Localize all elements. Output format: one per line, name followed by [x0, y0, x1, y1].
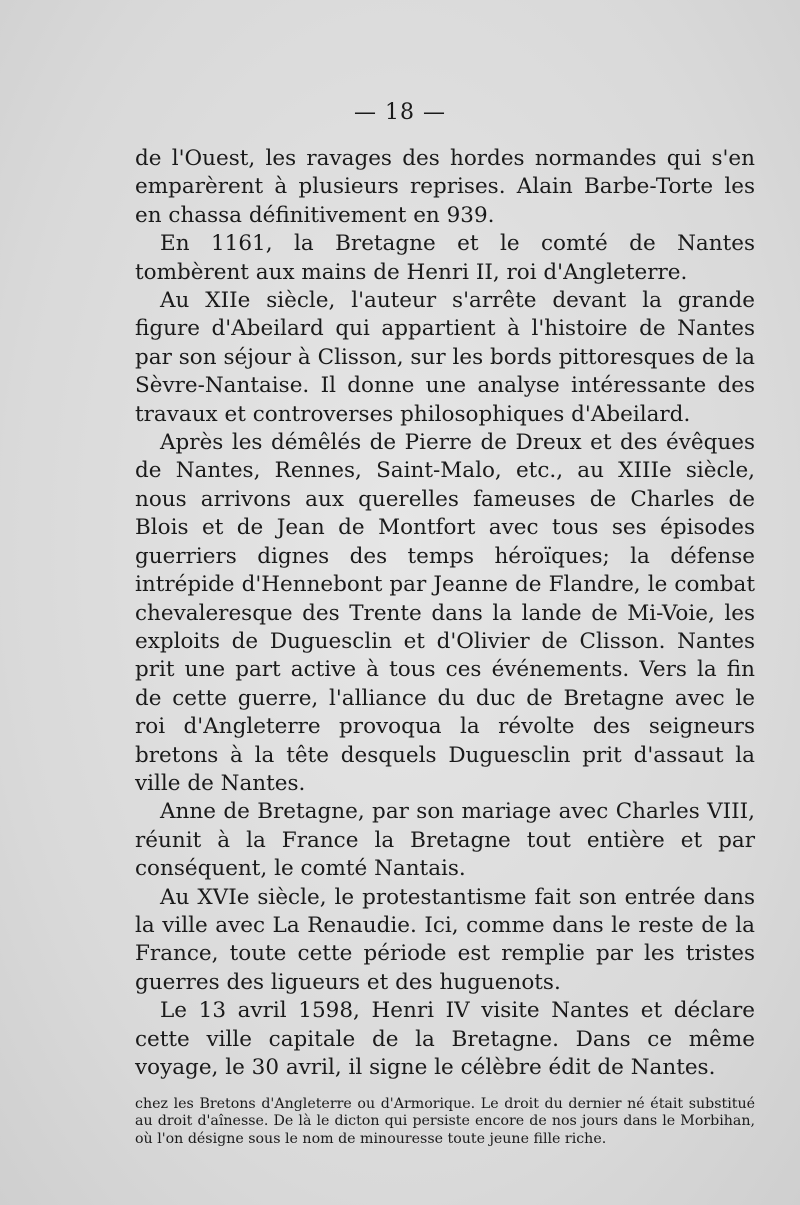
paragraph-2: En 1161, la Bretagne et le comté de Nantes tombèrent aux mains de Henri II, roi d'Angleterre. [135, 231, 755, 285]
paragraph-5: Anne de Bretagne, par son mariage avec Charles VIII, réunit à la France la Bretagne tout entière et par conséquent, le comté Nantais. [135, 799, 755, 882]
footnote [135, 1096, 755, 1148]
body-text [135, 145, 755, 1082]
paragraph-3: Au XIIe siècle, l'auteur s'arrête devant la grande figure d'Abeilard qui appartient à l'histoire de Nantes par son séjour à Clisson, sur les bords pittoresques de la Sèvre-Nantaise. Il donne une analyse intéressante des travaux et controverses philosophiques d'Abeilard. [135, 288, 755, 427]
paragraph-6: Au XVIe siècle, le protestantisme fait son entrée dans la ville avec La Renaudie. Ici, comme dans le reste de la France, toute cette période est remplie par les tristes guerres des ligueurs et des huguenots. [135, 884, 755, 995]
paragraph-4: Après les démêlés de Pierre de Dreux et des évêques de Nantes, Rennes, Saint-Malo, etc., au XIIIe siècle, nous arrivons aux querelles fameuses de Charles de Blois et de Jean de Montfort avec tous ses épisodes guerriers dignes des temps héroïques; la défense intrépide d'Hennebont par Jeanne de Flandre, le combat chevaleresque des Trente dans la lande de Mi-Voie, les exploits de Duguesclin et d'Olivier de Clisson. Nantes prit une part active à tous ces événements. Vers la fin de cette guerre, l'alliance du duc de Bretagne avec le roi d'Angleterre provoqua la révolte des seigneurs bretons à la tête desquels Duguesclin prit d'assaut la ville de Nantes. [135, 430, 755, 796]
footnote-text: chez les Bretons d'Angleterre ou d'Armorique. Le droit du dernier né était substitué au droit d'aînesse. De là le dicton qui persiste encore de nos jours dans le Morbihan, où l'on désigne sous le nom de minouresse toute jeune fille riche. [135, 1096, 755, 1147]
page-number: — 18 — [354, 100, 446, 125]
paragraph-1: de l'Ouest, les ravages des hordes normandes qui s'en emparèrent à plusieurs reprises. Alain Barbe-Torte les en chassa définitivement en 939. [135, 146, 755, 228]
paragraph-7: Le 13 avril 1598, Henri IV visite Nantes et déclare cette ville capitale de la Bretagne. Dans ce même voyage, le 30 avril, il signe le célèbre édit de Nantes. [135, 998, 755, 1080]
